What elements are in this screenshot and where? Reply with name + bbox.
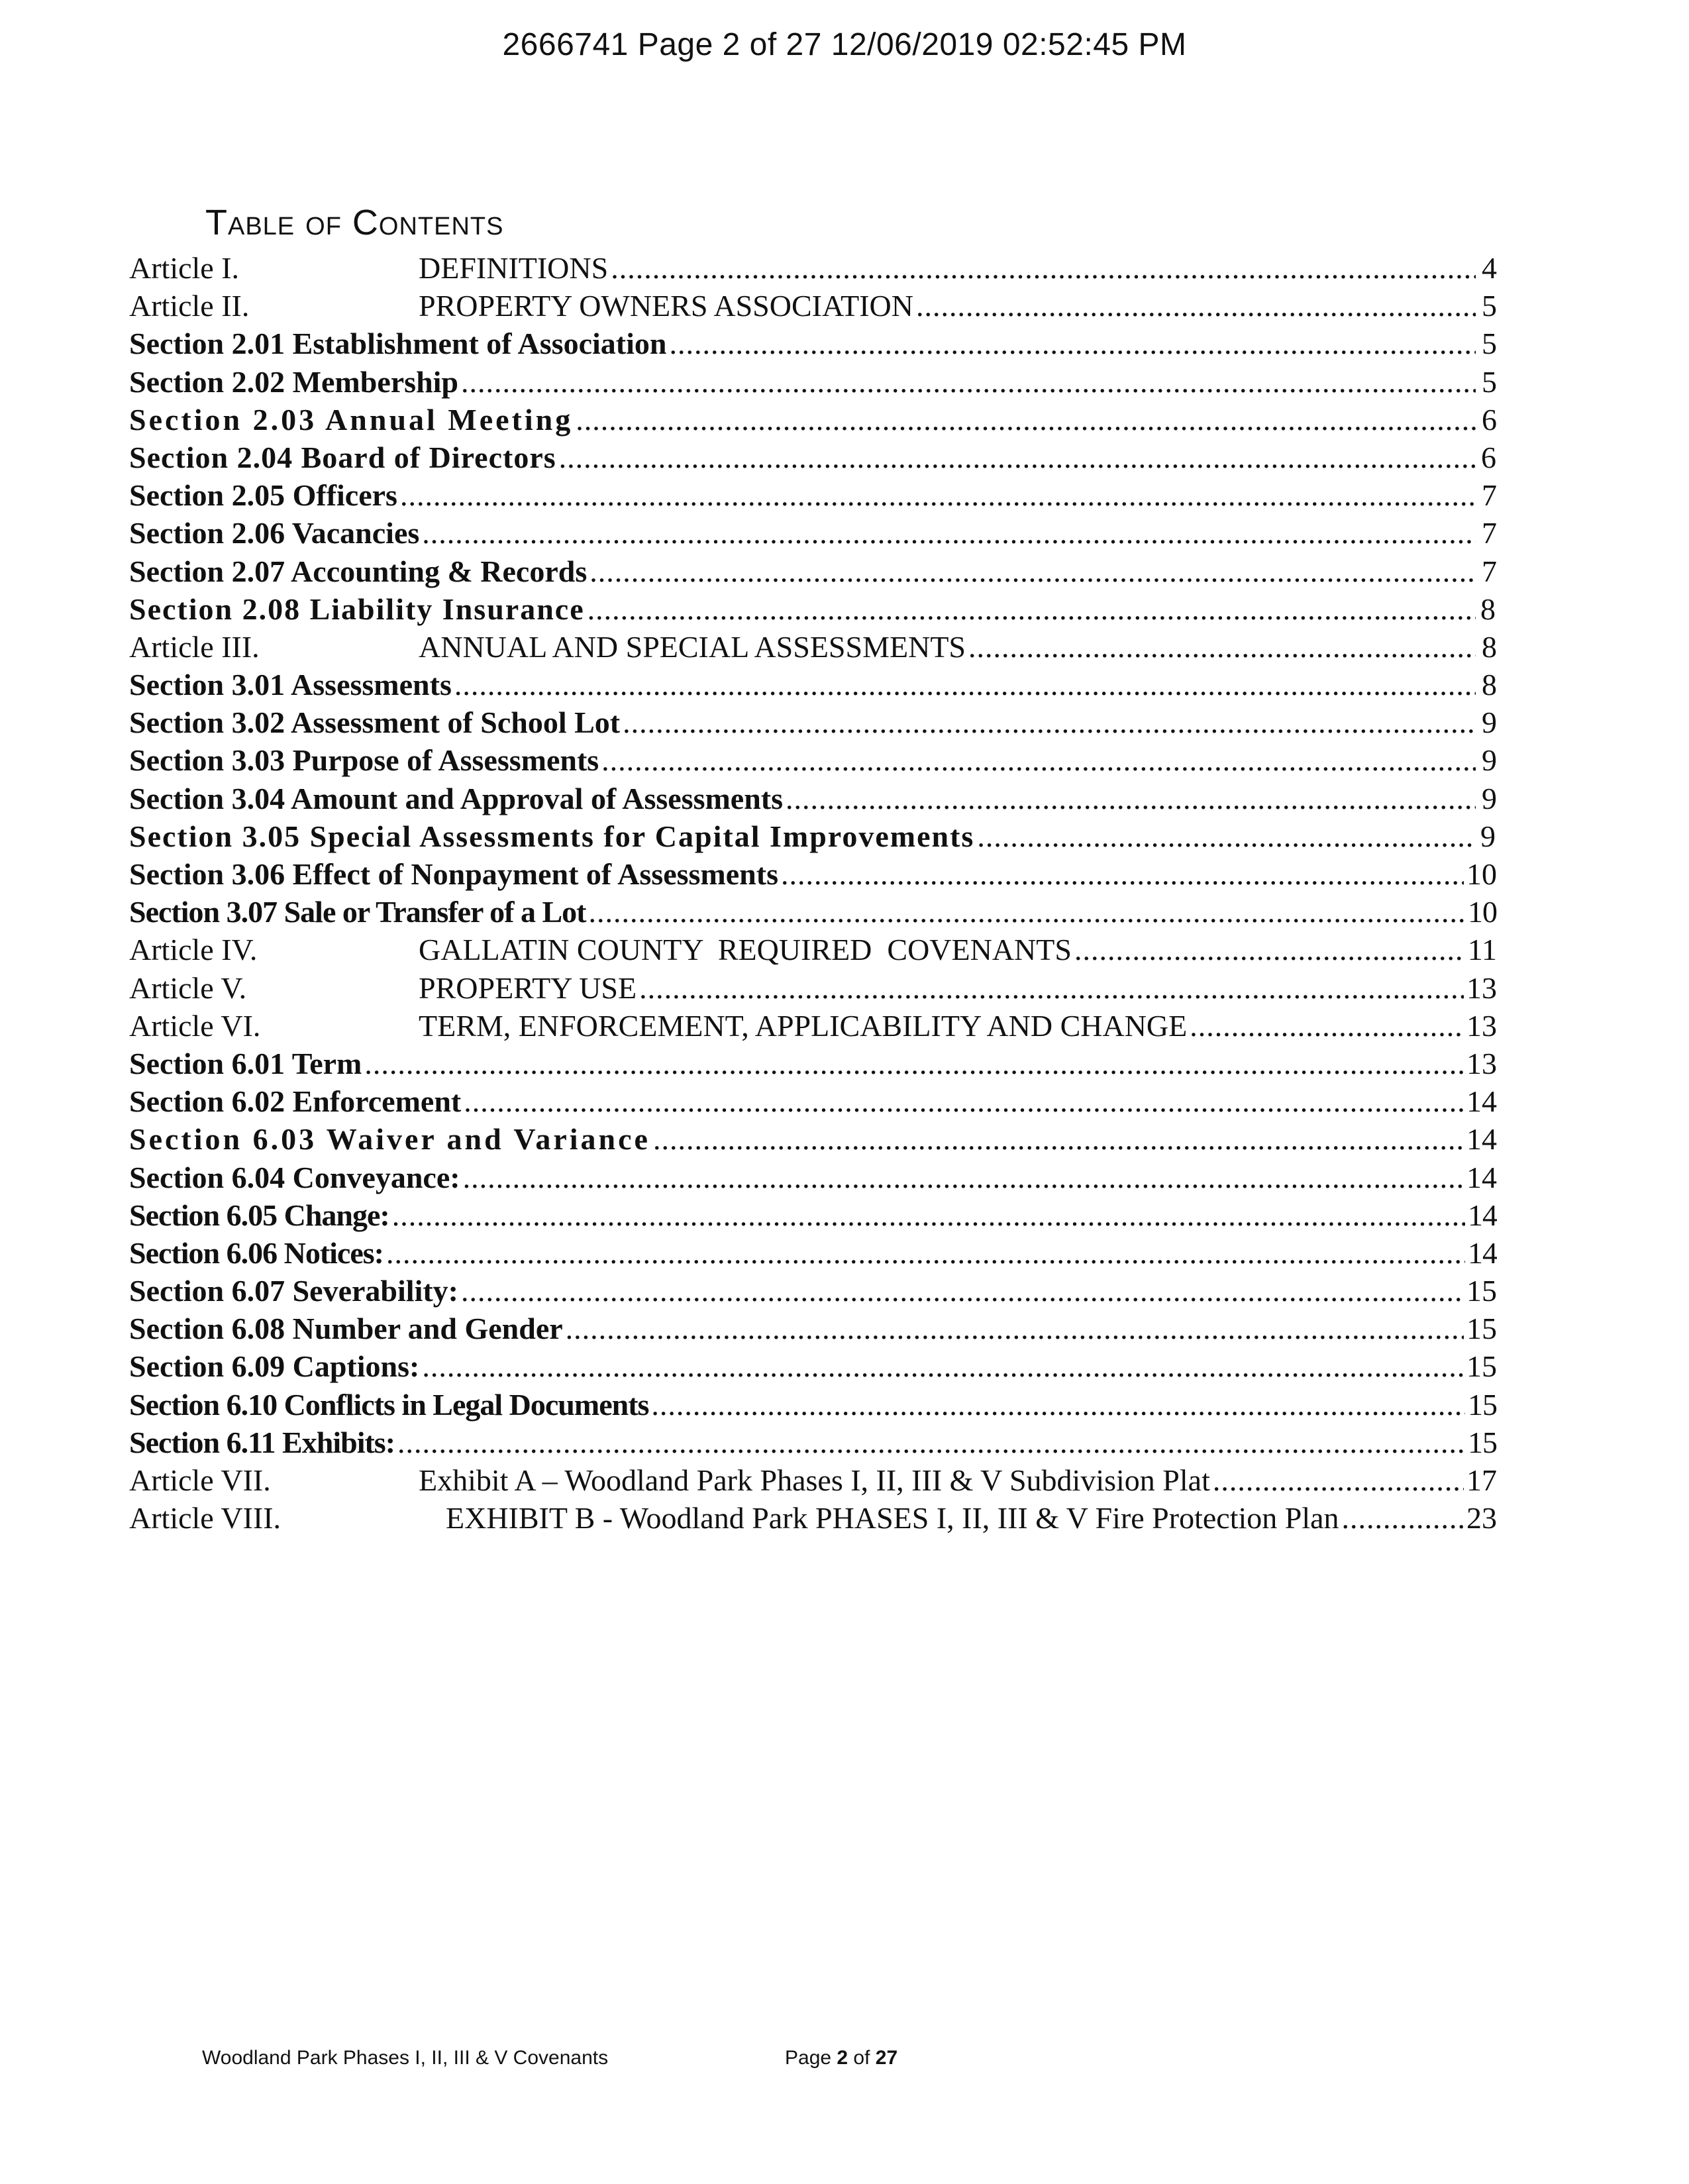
toc-leader-dots bbox=[968, 628, 1476, 666]
toc-entry-page: 14 bbox=[1468, 1235, 1497, 1270]
toc-entry-section-3-04[interactable] bbox=[129, 780, 1497, 817]
toc-leader-dots bbox=[781, 855, 1464, 893]
toc-entry-section-6-10[interactable] bbox=[129, 1386, 1497, 1424]
toc-entry-page: 7 bbox=[1482, 516, 1497, 550]
toc-entry-page: 15 bbox=[1468, 1425, 1497, 1459]
toc-entry-title: TERM, ENFORCEMENT, APPLICABILITY AND CHANGE bbox=[419, 1008, 1188, 1043]
toc-entry-page: 7 bbox=[1482, 478, 1497, 513]
toc-entry-title: Section 6.02 Enforcement bbox=[129, 1084, 462, 1119]
toc-entry-title: Section 2.01 Establishment of Association bbox=[129, 327, 667, 361]
toc-entry-page: 14 bbox=[1468, 1198, 1497, 1232]
toc-leader-dots bbox=[422, 514, 1476, 552]
toc-entry-section-2-08[interactable] bbox=[129, 590, 1497, 628]
toc-leader-dots bbox=[588, 893, 1465, 931]
toc-entry-article-8[interactable] bbox=[129, 1499, 1497, 1537]
toc-entry-section-6-07[interactable] bbox=[129, 1272, 1497, 1310]
toc-entry-title: PROPERTY OWNERS ASSOCIATION bbox=[419, 289, 913, 323]
toc-leader-dots bbox=[386, 1234, 1465, 1272]
toc-entry-page: 8 bbox=[1482, 629, 1497, 664]
toc-entry-title: Section 6.01 Term bbox=[129, 1046, 362, 1080]
toc-leader-dots bbox=[1342, 1499, 1464, 1537]
toc-entry-title: Section 6.07 Severability: bbox=[129, 1274, 458, 1308]
toc-leader-dots bbox=[400, 476, 1476, 514]
toc-entry-section-6-01[interactable] bbox=[129, 1045, 1497, 1082]
toc-entry-page: 9 bbox=[1482, 705, 1497, 740]
toc-leader-dots bbox=[461, 1272, 1464, 1310]
toc-title: Table of Contents bbox=[205, 203, 504, 242]
toc-entry-title: GALLATIN COUNTY REQUIRED COVENANTS bbox=[419, 933, 1072, 967]
toc-entry-title: Section 2.07 Accounting & Records bbox=[129, 554, 588, 588]
toc-entry-section-6-06[interactable] bbox=[129, 1234, 1497, 1272]
toc-entry-section-3-06[interactable] bbox=[129, 855, 1497, 893]
toc-entry-page: 10 bbox=[1468, 895, 1497, 929]
toc-entry-page: 4 bbox=[1482, 251, 1497, 285]
recording-stamp: 2666741 Page 2 of 27 12/06/2019 02:52:45 PM bbox=[502, 27, 1187, 62]
toc-entry-title: Section 6.08 Number and Gender bbox=[129, 1312, 563, 1346]
toc-entry-label: Article IV. bbox=[129, 933, 258, 967]
toc-entry-page: 7 bbox=[1482, 554, 1497, 588]
toc-leader-dots bbox=[364, 1045, 1464, 1082]
toc-leader-dots bbox=[397, 1424, 1465, 1461]
toc-leader-dots bbox=[463, 1159, 1464, 1196]
toc-entry-title: Section 3.03 Purpose of Assessments bbox=[129, 743, 599, 778]
toc-entry-section-6-08[interactable] bbox=[129, 1310, 1497, 1347]
toc-entry-page: 23 bbox=[1466, 1501, 1497, 1535]
toc-entry-page: 8 bbox=[1482, 668, 1497, 702]
toc-leader-dots bbox=[392, 1196, 1465, 1234]
toc-entry-section-6-09[interactable] bbox=[129, 1347, 1497, 1385]
toc-entry-title: Section 6.09 Captions: bbox=[129, 1349, 420, 1384]
toc-entry-section-2-07[interactable] bbox=[129, 552, 1497, 590]
toc-entry-page: 13 bbox=[1466, 1008, 1497, 1043]
toc-entry-article-1[interactable] bbox=[129, 249, 1497, 287]
toc-entry-section-3-02[interactable] bbox=[129, 703, 1497, 741]
toc-leader-dots bbox=[454, 666, 1476, 703]
toc-entry-page: 13 bbox=[1466, 970, 1497, 1005]
toc-entry-title: Section 6.04 Conveyance: bbox=[129, 1160, 460, 1194]
toc-entry-article-5[interactable] bbox=[129, 969, 1497, 1007]
toc-entry-title: Section 3.06 Effect of Nonpayment of Assessments bbox=[129, 857, 778, 891]
toc-leader-dots bbox=[639, 969, 1464, 1007]
footer-page-mid: of bbox=[848, 2047, 876, 2069]
toc-leader-dots bbox=[576, 401, 1476, 439]
toc-entry-section-3-01[interactable] bbox=[129, 666, 1497, 703]
toc-entry-label: Article I. bbox=[129, 251, 240, 285]
footer-document-title: Woodland Park Phases I, II, III & V Covenants bbox=[202, 2047, 609, 2069]
toc-entry-section-3-03[interactable] bbox=[129, 741, 1497, 779]
toc-entry-page: 6 bbox=[1481, 440, 1497, 474]
toc-entry-section-2-01[interactable] bbox=[129, 325, 1497, 362]
toc-entry-label: Article VII. bbox=[129, 1463, 271, 1497]
toc-entry-section-2-06[interactable] bbox=[129, 514, 1497, 552]
toc-entry-section-6-05[interactable] bbox=[129, 1196, 1497, 1234]
toc-leader-dots bbox=[601, 741, 1476, 779]
toc-entry-page: 8 bbox=[1480, 592, 1497, 626]
toc-leader-dots bbox=[1074, 931, 1465, 968]
toc-entry-section-6-03[interactable] bbox=[129, 1120, 1497, 1158]
toc-entry-page: 9 bbox=[1482, 743, 1497, 778]
toc-entry-page: 15 bbox=[1466, 1349, 1497, 1384]
toc-entry-title: Section 2.04 Board of Directors bbox=[129, 440, 556, 474]
toc-entry-label: Article VI. bbox=[129, 1008, 261, 1043]
footer-page-current: 2 bbox=[837, 2047, 848, 2069]
toc-leader-dots bbox=[611, 249, 1476, 287]
toc-leader-dots bbox=[1213, 1461, 1464, 1499]
toc-entry-page: 9 bbox=[1480, 819, 1497, 853]
toc-entry-section-6-04[interactable] bbox=[129, 1159, 1497, 1196]
toc-entry-section-3-05[interactable] bbox=[129, 817, 1497, 855]
toc-entry-page: 6 bbox=[1482, 402, 1497, 437]
toc-entry-page: 5 bbox=[1482, 364, 1497, 399]
toc-entry-section-6-02[interactable] bbox=[129, 1082, 1497, 1120]
toc-leader-dots bbox=[559, 439, 1476, 476]
toc-entry-page: 5 bbox=[1482, 289, 1497, 323]
table-of-contents bbox=[129, 249, 1497, 1537]
toc-entry-title: Section 3.07 Sale or Transfer of a Lot bbox=[129, 895, 586, 929]
toc-entry-article-6[interactable] bbox=[129, 1007, 1497, 1045]
toc-entry-title: Section 2.08 Liability Insurance bbox=[129, 592, 585, 626]
toc-entry-label: Article VIII. bbox=[129, 1501, 282, 1535]
toc-entry-title: ANNUAL AND SPECIAL ASSESSMENTS bbox=[419, 629, 966, 664]
toc-leader-dots bbox=[977, 817, 1476, 855]
toc-entry-section-2-03[interactable] bbox=[129, 401, 1497, 439]
toc-entry-page: 10 bbox=[1466, 857, 1497, 891]
toc-entry-page: 14 bbox=[1466, 1122, 1497, 1157]
toc-leader-dots bbox=[589, 552, 1476, 590]
toc-leader-dots bbox=[422, 1347, 1464, 1385]
toc-entry-title: Section 6.03 Waiver and Variance bbox=[129, 1122, 650, 1157]
footer-page-indicator bbox=[785, 2047, 897, 2069]
toc-leader-dots bbox=[1190, 1007, 1464, 1045]
toc-entry-title: Section 2.05 Officers bbox=[129, 478, 397, 513]
footer-page-prefix: Page bbox=[785, 2047, 837, 2069]
toc-entry-title: Section 6.06 Notices: bbox=[129, 1235, 384, 1270]
toc-entry-article-2[interactable] bbox=[129, 287, 1497, 325]
toc-leader-dots bbox=[669, 325, 1476, 362]
toc-entry-page: 15 bbox=[1468, 1387, 1497, 1422]
toc-entry-title: Section 3.04 Amount and Approval of Assessments bbox=[129, 781, 784, 815]
toc-entry-article-7[interactable] bbox=[129, 1461, 1497, 1499]
toc-entry-label: Article III. bbox=[129, 629, 260, 664]
toc-entry-title: Section 6.11 Exhibits: bbox=[129, 1425, 395, 1459]
toc-leader-dots bbox=[651, 1386, 1465, 1424]
toc-entry-title: DEFINITIONS bbox=[419, 251, 609, 285]
toc-entry-section-3-07[interactable] bbox=[129, 893, 1497, 931]
toc-entry-page: 15 bbox=[1466, 1312, 1497, 1346]
toc-entry-title: Section 3.01 Assessments bbox=[129, 668, 452, 702]
toc-entry-page: 14 bbox=[1466, 1084, 1497, 1119]
toc-entry-title: Section 6.05 Change: bbox=[129, 1198, 389, 1232]
toc-leader-dots bbox=[588, 590, 1476, 628]
toc-entry-title: Section 6.10 Conflicts in Legal Documents bbox=[129, 1387, 649, 1422]
toc-entry-title: Section 2.02 Membership bbox=[129, 364, 459, 399]
toc-entry-title: Exhibit A – Woodland Park Phases I, II, III & V Subdivision Plat bbox=[419, 1463, 1210, 1497]
toc-entry-section-2-05[interactable] bbox=[129, 476, 1497, 514]
toc-entry-title: Section 3.02 Assessment of School Lot bbox=[129, 705, 621, 740]
toc-entry-page: 5 bbox=[1482, 327, 1497, 361]
page-footer bbox=[202, 2047, 897, 2069]
footer-page-total: 27 bbox=[875, 2047, 898, 2069]
toc-leader-dots bbox=[464, 1082, 1464, 1120]
toc-entry-section-2-02[interactable] bbox=[129, 363, 1497, 401]
toc-entry-section-2-04[interactable] bbox=[129, 439, 1497, 476]
toc-entry-page: 9 bbox=[1482, 781, 1497, 815]
toc-entry-page: 14 bbox=[1466, 1160, 1497, 1194]
toc-leader-dots bbox=[623, 703, 1476, 741]
toc-entry-title: PROPERTY USE bbox=[419, 970, 637, 1005]
toc-entry-section-6-11[interactable] bbox=[129, 1424, 1497, 1461]
toc-entry-title: Section 2.06 Vacancies bbox=[129, 516, 420, 550]
toc-entry-title: Section 2.03 Annual Meeting bbox=[129, 402, 574, 437]
toc-leader-dots bbox=[461, 363, 1476, 401]
toc-entry-label: Article II. bbox=[129, 289, 250, 323]
toc-leader-dots bbox=[653, 1120, 1464, 1158]
toc-entry-title: EXHIBIT B - Woodland Park PHASES I, II, III & V Fire Protection Plan bbox=[446, 1501, 1339, 1535]
toc-entry-article-4[interactable] bbox=[129, 931, 1497, 968]
toc-entry-page: 15 bbox=[1466, 1274, 1497, 1308]
toc-entry-page: 17 bbox=[1466, 1463, 1497, 1497]
toc-entry-title: Section 3.05 Special Assessments for Capital Improvements bbox=[129, 819, 975, 853]
toc-entry-page: 13 bbox=[1466, 1046, 1497, 1080]
toc-entry-label: Article V. bbox=[129, 970, 247, 1005]
toc-leader-dots bbox=[566, 1310, 1464, 1347]
toc-leader-dots bbox=[916, 287, 1476, 325]
toc-leader-dots bbox=[786, 780, 1476, 817]
toc-entry-page: 11 bbox=[1467, 933, 1497, 967]
toc-entry-article-3[interactable] bbox=[129, 628, 1497, 666]
